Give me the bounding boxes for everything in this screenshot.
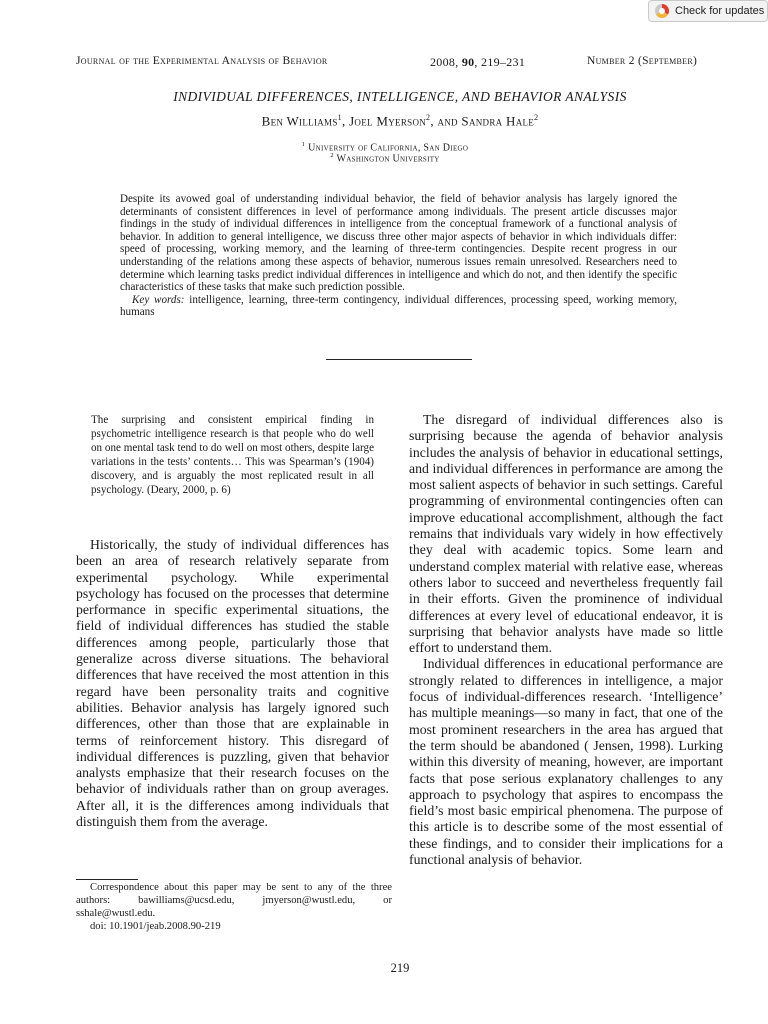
affiliation-2-mark: 2	[330, 152, 334, 159]
footnote	[76, 882, 392, 934]
section-divider	[326, 359, 472, 360]
author-list	[0, 113, 768, 129]
author-2: Joel Myerson	[349, 113, 427, 129]
issue-volume: 90	[461, 55, 475, 69]
abstract	[120, 193, 677, 319]
affiliation-2-name: Washington University	[336, 153, 440, 165]
crossmark-icon	[655, 4, 669, 18]
page-number: 219	[390, 961, 410, 975]
footnote-correspondence: Correspondence about this paper may be sent to any of the three authors: bawilliams@ucsd.edu, jmyerson@wustl.edu, or sshale@wustl.edu.	[76, 882, 392, 919]
abstract-text: Despite its avowed goal of understanding individual behavior, the field of behavior analysis has largely ignored the determinants of consistent differences in level of performance among individuals. The present article discusses major findings in the study of individual differences in intelligence from the conceptual framework of a functional analysis of behavior. In addition to general intelligence, we discuss three other major aspects of behavior in which individuals differ: speed of processing, working memory, and the learning of three-term contingencies. Despite recent progress in our understanding of the relations among these aspects of behavior, numerous issues remain unresolved. Researchers need to determine which learning tasks predict individual differences in intelligence and which do not, and then identify the specific characteristics of these tasks that make such prediction possible.	[120, 193, 677, 294]
check-for-updates-label: Check for updates	[675, 5, 765, 17]
keywords	[120, 294, 677, 319]
author-1: Ben Williams	[261, 113, 338, 129]
author-2-affiliation-mark: 2	[426, 113, 431, 122]
right-column	[409, 412, 723, 868]
issue-year: 2008,	[430, 55, 462, 69]
issue-info	[430, 55, 525, 70]
epigraph-quote: The surprising and consistent empirical finding in psychometric intelligence research is that people who do well on one mental task tend to do well on most others, despite large variations in the tests’ contents… This was Spearman’s (1904) discovery, and is arguably the most replicated result in all psychology. (Deary, 2000, p. 6)	[91, 414, 374, 497]
author-1-affiliation-mark: 1	[337, 113, 342, 122]
author-separator: ,	[341, 113, 350, 129]
footnote-divider	[76, 879, 138, 880]
affiliation-1-name: University of California, San Diego	[308, 142, 469, 154]
author-3-affiliation-mark: 2	[534, 113, 539, 122]
article-title: INDIVIDUAL DIFFERENCES, INTELLIGENCE, AND BEHAVIOR ANALYSIS	[173, 89, 627, 104]
affiliation-2	[0, 152, 768, 164]
keywords-list: intelligence, learning, three-term contingency, individual differences, processing speed, working memory, humans	[120, 293, 677, 319]
footnote-doi: doi: 10.1901/jeab.2008.90-219	[90, 920, 221, 932]
issue-number: Number 2 (September)	[587, 55, 698, 67]
body-paragraph-historically: Historically, the study of individual differences has been an area of research relatively separate from experimental psychology. While experimental psychology has focused on the processes that determine performance in specific experimental situations, the field of individual differences has studied the stable differences among people, particularly those that generalize across diverse situations. The behavioral differences that have received the most attention in this regard have been personality traits and cognitive abilities. Behavior analysis has largely ignored such differences, other than those that are explainable in terms of reinforcement history. This disregard of individual differences is puzzling, given that behavior analysts emphasize that their research focuses on the behavior of individuals rather than on group averages. After all, it is the differences among individuals that distinguish them from the average.	[76, 537, 389, 830]
journal-name: Journal of the Experimental Analysis of Behavior	[76, 55, 328, 67]
body-paragraph-disregard: The disregard of individual differences also is surprising because the agenda of behavior analysis includes the analysis of behavior in educational settings, and individual differences in performance are among the most salient aspects of behavior in such settings. Careful programming of environmental contingencies often can improve educational accomplishment, although the fact remains that individuals vary widely in how effectively they deal with academic topics. Some learn and understand complex material with relative ease, whereas others labor to succeed and nevertheless frequently fail in their efforts. Given the prominence of individual differences at every level of educational endeavor, it is surprising that behavior analysts have made so little effort to understand them.	[409, 412, 723, 656]
author-3: Sandra Hale	[461, 113, 535, 129]
keywords-label: Key words:	[132, 293, 185, 306]
check-for-updates-button[interactable]	[648, 0, 768, 22]
affiliation-1-mark: 1	[301, 141, 306, 148]
issue-pages: , 219–231	[474, 55, 526, 69]
body-paragraph-intelligence: Individual differences in educational performance are strongly related to differences in intelligence, a major focus of individual-differences research. ‘Intelligence’ has multiple meanings—so many in fact, that one of the most prominent researchers in the area has argued that the term should be abandoned ( Jensen, 1998). Lurking within this diversity of meaning, however, are important facts that pose serious explanatory challenges to any approach to psychology that aspires to encompass the field’s most basic empirical phenomena. The purpose of this article is to describe some of the most essential of these findings, and to consider their implications for a functional analysis of behavior.	[409, 656, 723, 868]
author-separator: , and	[430, 113, 462, 129]
